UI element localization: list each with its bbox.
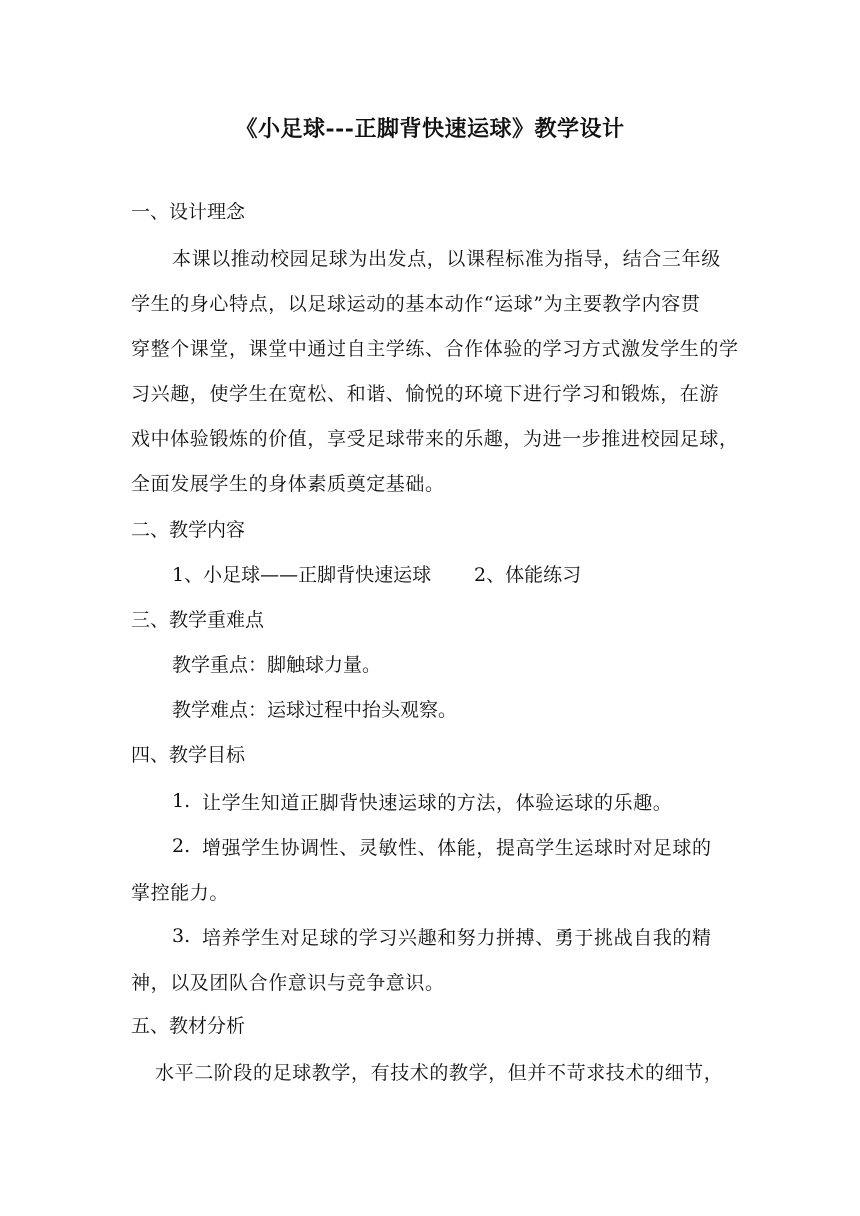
content-item-2: 2、体能练习 [474,564,582,586]
section-heading-key-points: 三、教学重难点 [131,609,265,631]
paragraph-line: 水平二阶段的足球教学，有技术的教学，但并不苛求技术的细节， [155,1062,724,1084]
section-heading-teaching-goals: 四、教学目标 [131,744,246,766]
paragraph-line: 戏中体验锻炼的价值，享受足球带来的乐趣，为进一步推进校园足球， [131,428,739,450]
document-title: 《小足球---正脚背快速运球》教学设计 [235,116,625,142]
goal-number-2: 2. [172,835,191,857]
goal-number-1: 1. [172,790,191,812]
goal-number-3: 3. [172,925,191,947]
goal-text-2-cont: 掌控能力。 [131,882,230,904]
paragraph-line: 本课以推动校园足球为出发点，以课程标准为指导，结合三年级 [172,248,721,270]
goal-text-3: 培养学生对足球的学习兴趣和努力拼搏、勇于挑战自我的精 [202,927,712,949]
key-point-line: 教学重点：脚触球力量。 [172,654,382,676]
section-heading-material-analysis: 五、教材分析 [131,1015,246,1037]
paragraph-line: 全面发展学生的身体素质奠定基础。 [131,473,445,495]
goal-text-3-cont: 神，以及团队合作意识与竞争意识。 [131,972,445,994]
content-item-1: 1、小足球——正脚背快速运球 [172,564,432,586]
goal-text-2: 增强学生协调性、灵敏性、体能，提高学生运球时对足球的 [202,837,712,859]
paragraph-line: 学生的身心特点，以足球运动的基本动作“运球”为主要教学内容贯 [131,293,701,315]
section-heading-teaching-content: 二、教学内容 [131,519,246,541]
paragraph-line: 穿整个课堂，课堂中通过自主学练、合作体验的学习方式激发学生的学 [131,338,739,360]
paragraph-line: 习兴趣，使学生在宽松、和谐、愉悦的环境下进行学习和锻炼，在游 [131,383,720,405]
goal-text-1: 让学生知道正脚背快速运球的方法，体验运球的乐趣。 [202,792,673,814]
difficulty-line: 教学难点：运球过程中抬头观察。 [172,699,458,721]
section-heading-design-concept: 一、设计理念 [131,201,246,223]
